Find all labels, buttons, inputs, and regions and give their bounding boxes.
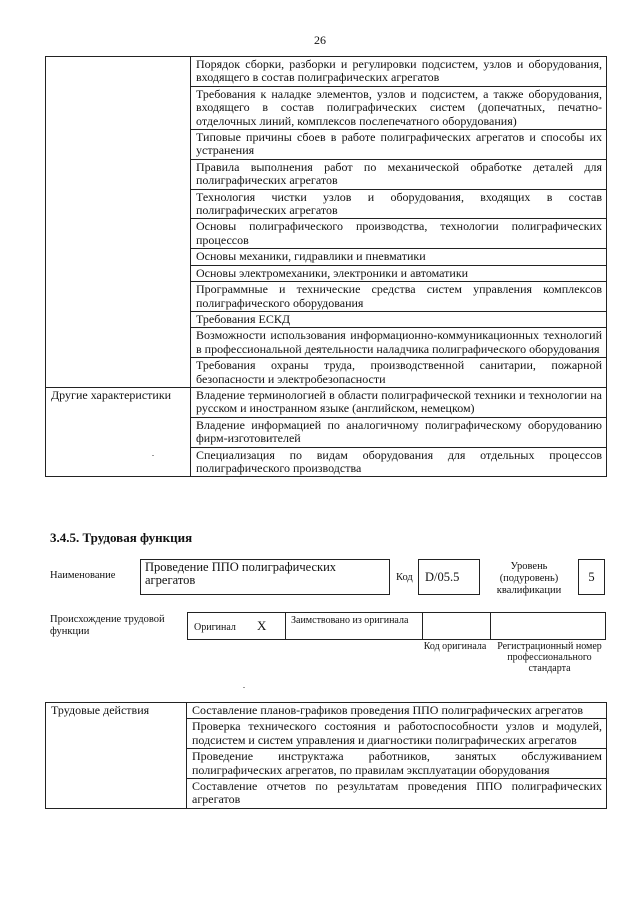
knowledge-item: Программные и технические средства систем управления комплексов полиграфического оборудования xyxy=(191,282,607,312)
labor-actions-table xyxy=(45,702,607,809)
labor-action-item: Проведение инструктажа работников, занятых обслуживанием полиграфических агрегатов, по правилам эксплуатации оборудования xyxy=(187,749,607,779)
knowledge-item: Правила выполнения работ по механической обработке деталей для полиграфических агрегатов xyxy=(191,159,607,189)
knowledge-item: Основы полиграфического производства, технологии полиграфических процессов xyxy=(191,219,607,249)
knowledge-label-cell xyxy=(46,57,191,388)
table-row xyxy=(46,387,607,417)
knowledge-item: Технология чистки узлов и оборудования, входящих в состав полиграфических агрегатов xyxy=(191,189,607,219)
knowledge-item: Требования ЕСКД xyxy=(191,311,607,327)
labor-action-item: Составление отчетов по результатам проведения ППО полиграфических агрегатов xyxy=(187,779,607,809)
borrowed-cell xyxy=(285,613,423,639)
page-number: 26 xyxy=(314,33,326,47)
reg-number-cell xyxy=(490,613,605,639)
other-item: Владение терминологией в области полиграфической техники и технологии на русском и иностранном языке (английском, немецком) xyxy=(191,387,607,417)
labor-action-item: Составление планов-графиков проведения ППО полиграфических агрегатов xyxy=(187,703,607,719)
original-label: Оригинал xyxy=(194,622,236,633)
code-original-cell xyxy=(422,613,491,639)
knowledge-item: Основы электромеханики, электроники и автоматики xyxy=(191,265,607,281)
scan-speck xyxy=(152,455,154,456)
labor-actions-label: Трудовые действия xyxy=(46,703,187,809)
code-label: Код xyxy=(396,572,413,583)
knowledge-item: Требования охраны труда, производственной санитарии, пожарной безопасности и электробезопасности xyxy=(191,358,607,388)
original-mark: X xyxy=(257,618,267,633)
section-heading: 3.4.5. Трудовая функция xyxy=(50,530,193,545)
level-label: Уровень (подуровень) квалификации xyxy=(496,561,562,596)
reg-number-label: Регистрационный номер профессионального стандарта xyxy=(497,641,602,674)
table-row xyxy=(46,703,607,719)
function-name-box: Проведение ППО полиграфических агрегатов xyxy=(140,559,390,595)
borrowed-label: Заимствовано из оригинала xyxy=(291,615,409,626)
knowledge-table xyxy=(45,56,607,477)
name-label: Наименование xyxy=(50,570,116,581)
knowledge-item: Возможности использования информационно-коммуникационных технологий в профессиональной деятельности наладчика полиграфического оборудования xyxy=(191,328,607,358)
origin-label: Происхождение трудовой функции xyxy=(50,614,165,637)
code-original-label: Код оригинала xyxy=(423,641,487,652)
knowledge-item: Основы механики, гидравлики и пневматики xyxy=(191,249,607,265)
original-cell xyxy=(188,613,286,639)
other-item: Владение информацией по аналогичному полиграфическому оборудованию фирм-изготовителей xyxy=(191,417,607,447)
scan-speck xyxy=(243,687,245,688)
other-item: Специализация по видам оборудования для отдельных процессов полиграфического производства xyxy=(191,447,607,477)
knowledge-item: Типовые причины сбоев в работе полиграфических агрегатов и способы их устранения xyxy=(191,130,607,160)
other-characteristics-label: Другие характеристики xyxy=(46,387,191,476)
origin-box xyxy=(187,612,606,640)
knowledge-item: Порядок сборки, разборки и регулировки подсистем, узлов и оборудования, входящего в состав полиграфических агрегатов xyxy=(191,57,607,87)
knowledge-item: Требования к наладке элементов, узлов и подсистем, а также оборудования, входящего в состав полиграфических систем (допечатных, печатно-отделочных линий, комплексов послепечатного оборудования) xyxy=(191,86,607,129)
labor-action-item: Проверка технического состояния и работоспособности узлов и модулей, подсистем и систем управления и диагностики полиграфических агрегатов xyxy=(187,719,607,749)
code-box: D/05.5 xyxy=(418,559,480,595)
level-box: 5 xyxy=(578,559,605,595)
table-row xyxy=(46,57,607,87)
